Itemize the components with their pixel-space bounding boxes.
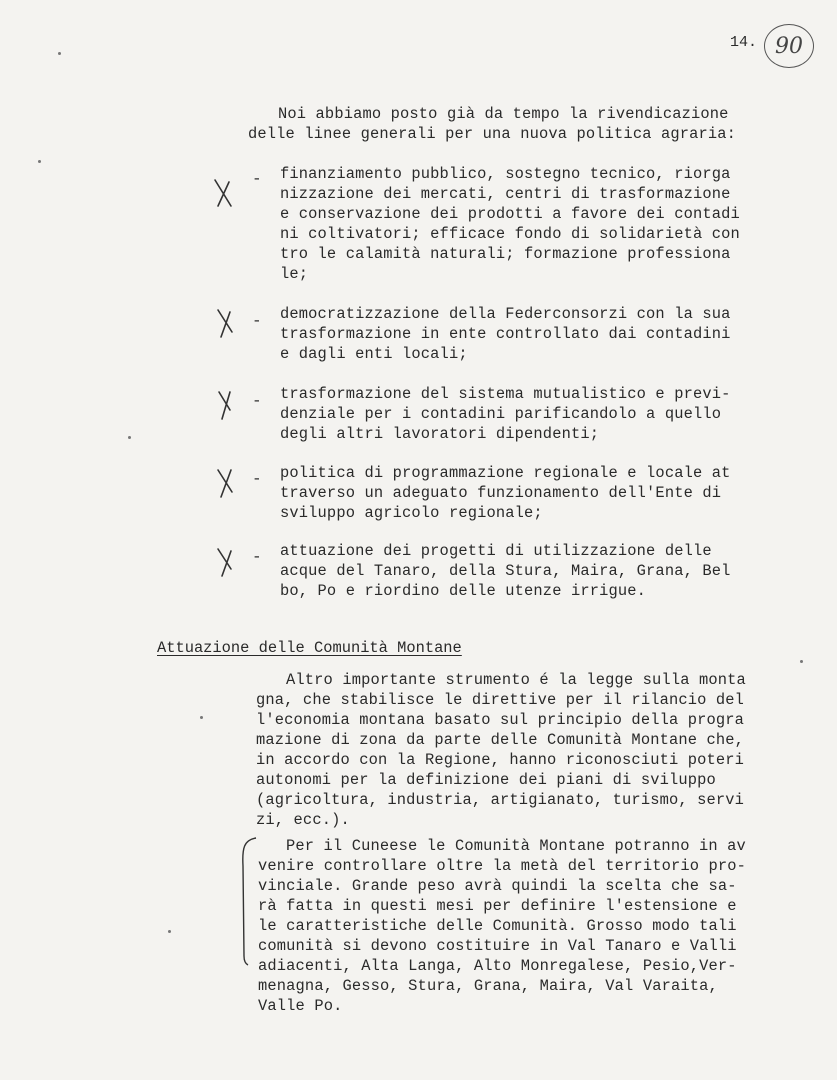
bullet-line: trasformazione in ente controllato dai contadini [280,325,731,343]
paragraph-line: Altro importante strumento é la legge sulla monta [286,671,746,689]
handwritten-x-mark [214,388,236,422]
paragraph-line: in accordo con la Regione, hanno riconosciuti poteri [256,751,745,769]
bullet-line: finanziamento pubblico, sostegno tecnico, riorga [280,165,731,183]
paragraph-line: vinciale. Grande peso avrà quindi la scelta che sa- [258,877,737,895]
intro-line: delle linee generali per una nuova politica agraria: [248,125,737,143]
handwritten-x-mark [214,306,236,340]
intro-line: Noi abbiamo posto già da tempo la rivendicazione [278,105,729,123]
bullet-line: tro le calamità naturali; formazione professiona [280,245,731,263]
paragraph-line: adiacenti, Alta Langa, Alto Monregalese, Pesio,Ver- [258,957,737,975]
scan-speck [58,52,61,55]
bullet-line: e conservazione dei prodotti a favore dei contadi [280,205,740,223]
scan-speck [800,660,803,663]
paragraph-line: gna, che stabilisce le direttive per il rilancio del [256,691,745,709]
paragraph-line: Per il Cuneese le Comunità Montane potranno in av [286,837,746,855]
bullet-line: trasformazione del sistema mutualistico e previ- [280,385,731,403]
handwritten-x-mark [212,176,234,210]
bullet-dash: - [252,548,262,566]
bullet-line: bo, Po e riordino delle utenze irrigue. [280,582,647,600]
page-number: 14. [730,34,758,51]
paragraph-line: Valle Po. [258,997,343,1015]
bullet-line: denziale per i contadini parificandolo a quello [280,405,722,423]
paragraph-line: autonomi per la definizione dei piani di sviluppo [256,771,716,789]
paragraph-line: rà fatta in questi mesi per definire l'estensione e [258,897,737,915]
paragraph-line: mazione di zona da parte delle Comunità Montane che, [256,731,745,749]
bullet-line: traverso un adeguato funzionamento dell'Ente di [280,484,722,502]
bullet-line: ni coltivatori; efficace fondo di solidarietà con [280,225,740,243]
bullet-line: nizzazione dei mercati, centri di trasformazione [280,185,731,203]
bullet-line: politica di programmazione regionale e locale at [280,464,731,482]
bullet-line: sviluppo agricolo regionale; [280,504,543,522]
bullet-line: degli altri lavoratori dipendenti; [280,425,600,443]
scan-speck [128,436,131,439]
bullet-dash: - [252,170,262,188]
paragraph-line: (agricoltura, industria, artigianato, turismo, servi [256,791,745,809]
handwritten-x-mark [214,466,236,500]
paragraph-line: menagna, Gesso, Stura, Grana, Maira, Val Varaita, [258,977,718,995]
bullet-dash: - [252,392,262,410]
bullet-dash: - [252,312,262,330]
paragraph-line: l'economia montana basato sul principio della progra [256,711,745,729]
section-heading: Attuazione delle Comunità Montane [157,639,462,657]
bullet-line: acque del Tanaro, della Stura, Maira, Grana, Bel [280,562,731,580]
paragraph-line: venire controllare oltre la metà del territorio pro- [258,857,747,875]
handwritten-bracket [238,836,258,966]
scan-speck [38,160,41,163]
paragraph-line: comunità si devono costituire in Val Tanaro e Valli [258,937,737,955]
paragraph-line: le caratteristiche delle Comunità. Grosso modo tali [258,917,737,935]
scan-speck [200,716,203,719]
archive-number: 90 [775,33,803,59]
bullet-line: democratizzazione della Federconsorzi con la sua [280,305,731,323]
scan-speck [168,930,171,933]
bullet-dash: - [252,470,262,488]
bullet-line: e dagli enti locali; [280,345,468,363]
archive-number-stamp [764,24,814,68]
bullet-line: le; [280,265,309,283]
paragraph-line: zi, ecc.). [256,811,350,829]
bullet-line: attuazione dei progetti di utilizzazione delle [280,542,712,560]
handwritten-x-mark [214,545,236,579]
